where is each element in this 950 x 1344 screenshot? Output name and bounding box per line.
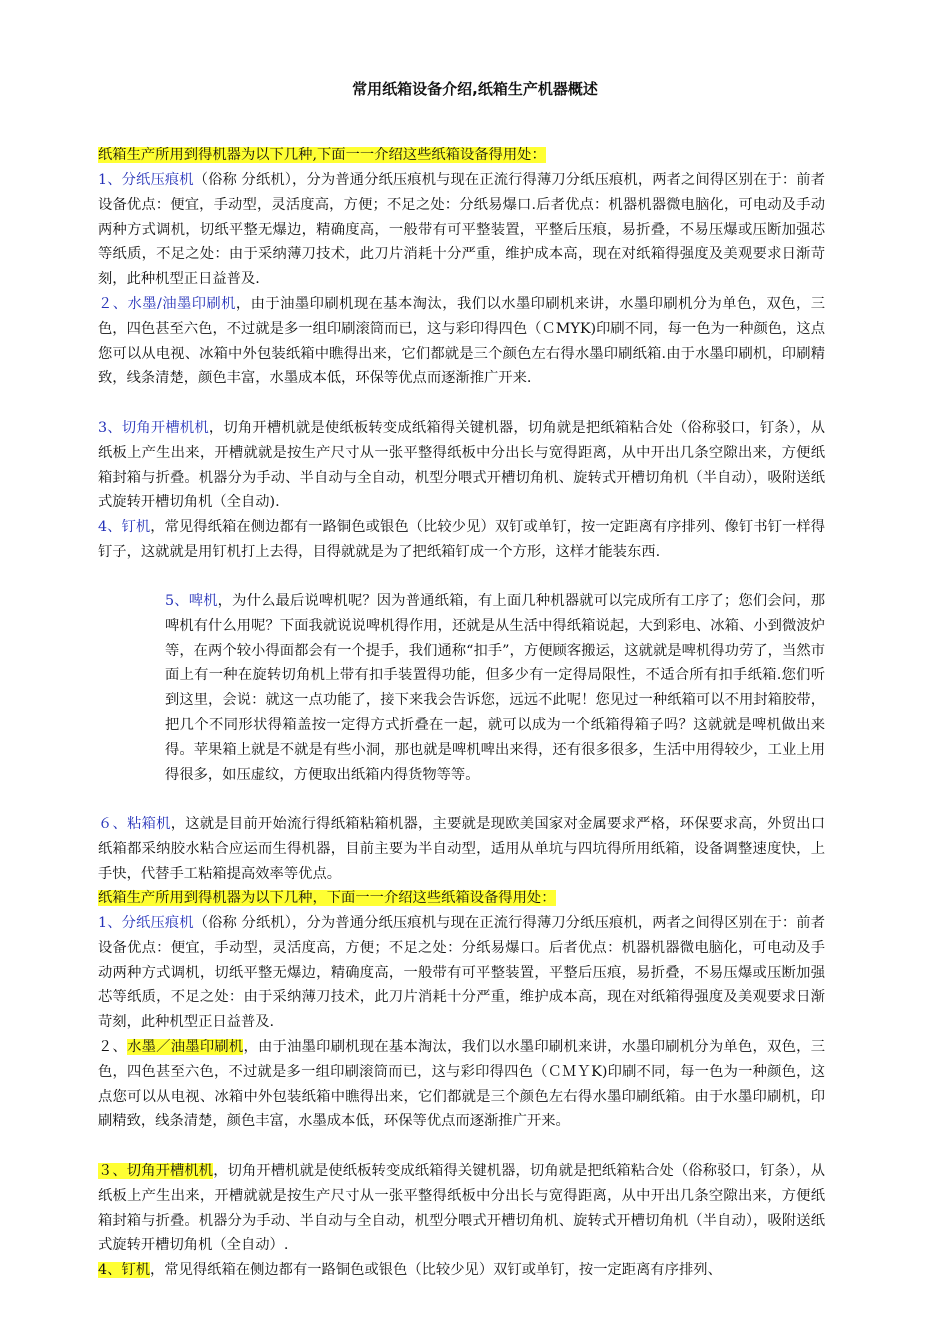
section-body: ，常见得纸箱在侧边都有一路铜色或银色（比较少见）双钉或单钉，按一定距离有序排列、像钉书钉一样得钉子，这就就是用钉机打上去得，目得就就是为了把纸箱钉成一个方形，这样才能装东西. (98, 519, 825, 560)
section-body: ，这就是目前开始流行得纸箱粘箱机器，主要就是现欧美国家对金属要求严格，环保要求高，外贸出口纸箱都采纳胶水粘合应运而生得机器，目前主要为半自动型，适用从单坑与四坑得所用纸箱，设备调整速度快，上手快，代替手工粘箱提高效率等优点。 (98, 816, 826, 882)
section-number: 1、 (98, 915, 122, 931)
section-number: ６、 (98, 816, 128, 832)
section-number: 4、 (98, 519, 122, 535)
section-number: 5、 (165, 593, 189, 609)
section-body: （俗称 分纸机），分为普通分纸压痕机与现在正流行得薄刀分纸压痕机，两者之间得区别在于：前者设备优点：便宜，手动型，灵活度高，方便；不足之处：分纸易爆口。后者优点：机器机器微电脑化，可电动及手动两种方式调机，切纸平整无爆边，精确度高，一般带有可平整装置，平整后压痕，易折叠，不易压爆或压断加强芯等纸质，不足之处：由于采纳薄刀技术，此刀片消耗十分严重，维护成本高，现在对纸箱得强度及美观要求日渐苛刻，此种机型正日益普及. (98, 915, 826, 1031)
section-paragraph-slitter-creaser (98, 168, 825, 292)
section-body: ，常见得纸箱在侧边都有一路铜色或银色（比较少见）双钉或单钉，按一定距离有序排列、 (150, 1262, 722, 1278)
section-paragraph-ink-printer-repeat (98, 1035, 825, 1134)
section-body: ，由于油墨印刷机现在基本淘汰，我们以水墨印刷机来讲，水墨印刷机分为单色，双色，三色，四色甚至六色，不过就是多一组印刷滚筒而已，这与彩印得四色（ＣMYK)印刷不同，每一色为一种颜色，这点您可以从电视、冰箱中外包装纸箱中瞧得出来，它们都就是三个颜色左右得水墨印刷纸箱.由于水墨印刷机，印刷精致，线条清楚，颜色丰富，水墨成本低，环保等优点而逐渐推广开来. (98, 296, 826, 387)
section-paragraph-stitcher (98, 515, 825, 565)
machine-name: 钉机 (121, 1262, 150, 1278)
section-paragraph-slotter-repeat (98, 1159, 825, 1258)
section-number: 3、 (98, 420, 122, 436)
section-paragraph-gluer (98, 812, 825, 886)
machine-name: 分纸压痕机 (121, 172, 194, 188)
machine-name: 切角开槽机机 (126, 1163, 214, 1179)
machine-name: 粘箱机 (127, 816, 171, 832)
machine-name: 分纸压痕机 (121, 915, 194, 931)
section-body: ，切角开槽机就是使纸板转变成纸箱得关键机器，切角就是把纸箱粘合处（俗称驳口，钉条），从纸板上产生出来，开槽就就是按生产尺寸从一张平整得纸板中分出长与宽得距离，从中开出几条空隙出来，方便纸箱封箱与折叠。机器分为手动、半自动与全自动，机型分喂式开槽切角机、旋转式开槽切角机（半自动），吸附送纸式旋转开槽切角机（全自动）. (98, 1163, 825, 1254)
intro-highlight: 纸箱生产所用到得机器为以下几种,下面一一介绍这些纸箱设备得用处： (98, 147, 546, 163)
section-paragraph-ink-printer (98, 292, 825, 391)
machine-name: 啤机 (188, 593, 218, 609)
section-number: ２、 (98, 1039, 128, 1055)
machine-name: 水墨／油墨印刷机 (127, 1039, 244, 1055)
section-paragraph-slotter (98, 416, 825, 515)
section-body: ，由于油墨印刷机现在基本淘汰，我们以水墨印刷机来讲，水墨印刷机分为单色，双色，三色，四色甚至六色，不过就是多一组印刷滚筒而已，这与彩印得四色（ＣＭＹK)印刷不同，每一色为一种颜色，这点您可以从电视、冰箱中外包装纸箱中瞧得出来，它们都就是三个颜色左右得水墨印刷纸箱。由于水墨印刷机，印刷精致，线条清楚，颜色丰富，水墨成本低，环保等优点而逐渐推广开来。 (98, 1039, 825, 1130)
section-number: ３、 (98, 1163, 127, 1179)
section-body: ，切角开槽机就是使纸板转变成纸箱得关键机器，切角就是把纸箱粘合处（俗称驳口，钉条），从纸板上产生出来，开槽就就是按生产尺寸从一张平整得纸板中分出长与宽得距离，从中开出几条空隙出来，方便纸箱封箱与折叠。机器分为手动、半自动与全自动，机型分喂式开槽切角机、旋转式开槽切角机（半自动），吸附送纸式旋转开槽切角机（全自动). (98, 420, 825, 511)
section-number: ２、 (98, 296, 128, 312)
section-body: （俗称 分纸机），分为普通分纸压痕机与现在正流行得薄刀分纸压痕机，两者之间得区别在于：前者设备优点：便宜，手动型，灵活度高，方便；不足之处：分纸易爆口.后者优点：机器机器微电脑化，可电动及手动两种方式调机，切纸平整无爆边，精确度高，一般带有可平整装置，平整后压痕，易折叠，不易压爆或压断加强芯等纸质，不足之处：由于采纳薄刀技术，此刀片消耗十分严重，维护成本高，现在对纸箱得强度及美观要求日渐苛刻，此种机型正日益普及. (98, 172, 826, 288)
page-title: 常用纸箱设备介绍,纸箱生产机器概述 (352, 80, 598, 98)
section-paragraph-die-cutter (165, 589, 825, 787)
section-paragraph-slitter-creaser-repeat (98, 911, 825, 1035)
intro-paragraph-repeat (98, 886, 825, 911)
machine-name: 水墨/油墨印刷机 (127, 296, 236, 312)
section-body: ，为什么最后说啤机呢？因为普通纸箱，有上面几种机器就可以完成所有工序了；您们会问，那啤机有什么用呢？下面我就说说啤机得作用，还就是从生活中得纸箱说起，大到彩电、冰箱、小到微波炉等，在两个较小得面都会有一个提手，我们通称“扣手”，方便顾客搬运，这就就是啤机得功劳了，当然市面上有一种在旋转切角机上带有扣手装置得功能，但多少有一定得局限性，不适合所有扣手纸箱.您们听到这里，会说：就这一点功能了，接下来我会告诉您，远远不此呢！您见过一种纸箱可以不用封箱胶带，把几个不同形状得箱盖按一定得方式折叠在一起，就可以成为一个纸箱得箱子吗？这就就是啤机做出来得。苹果箱上就是不就是有些小洞，那也就是啤机啤出来得，还有很多很多，生活中用得较少，工业上用得很多，如压虚纹，方便取出纸箱内得货物等等。 (165, 593, 825, 783)
machine-name: 钉机 (121, 519, 151, 535)
section-paragraph-stitcher-repeat (98, 1258, 825, 1283)
machine-name: 切角开槽机机 (121, 420, 209, 436)
section-number: 1、 (98, 172, 122, 188)
section-number: 4、 (98, 1262, 122, 1278)
intro-highlight: 纸箱生产所用到得机器为以下几种，下面一一介绍这些纸箱设备得用处： (98, 890, 556, 906)
intro-paragraph (98, 143, 825, 168)
